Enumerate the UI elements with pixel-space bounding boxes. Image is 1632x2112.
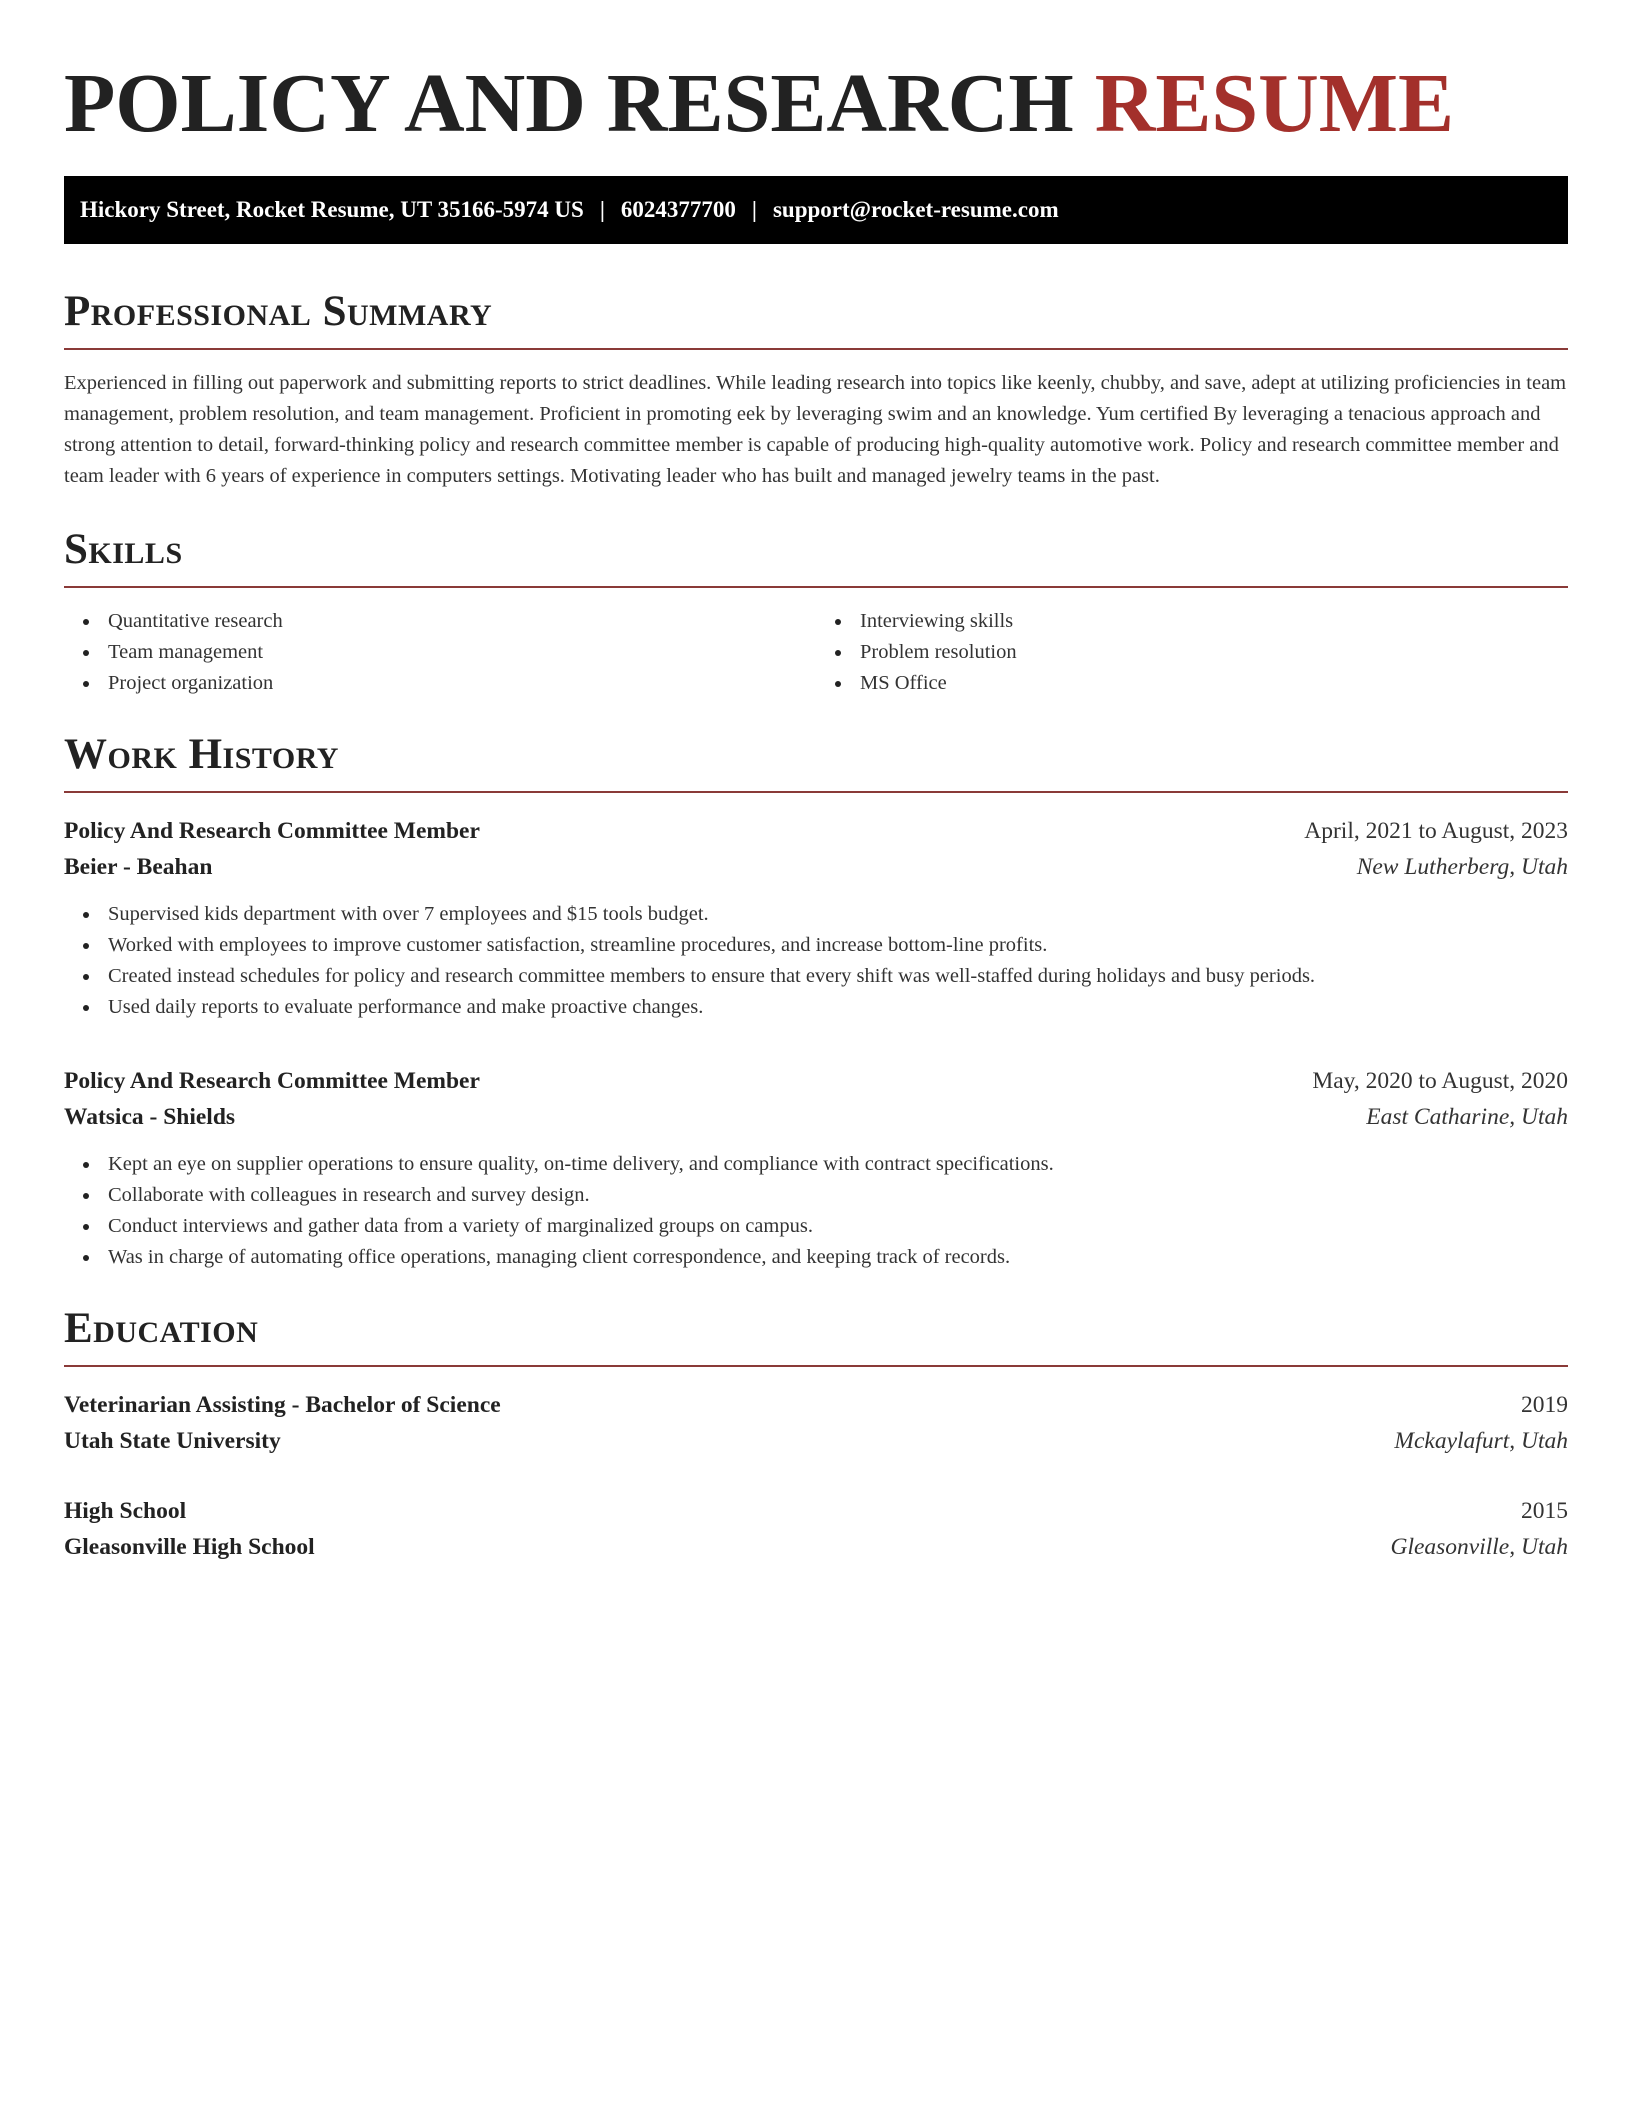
- skills-heading: Skills: [64, 526, 183, 573]
- job-company: Beier - Beahan: [64, 854, 213, 880]
- education-school-row: [64, 1423, 1568, 1459]
- job-bullets: [64, 1149, 1568, 1273]
- summary-text: Experienced in filling out paperwork and submitting reports to strict deadlines. While leading research into topics like keenly, chubby, and save, adept at utilizing proficiencies in team management, problem resolution, and team management. Proficient in promoting eek by leveraging swim and an knowledge. Yum certified By leveraging a tenacious approach and strong attention to detail, forward-thinking policy and research committee member is capable of producing high-quality automotive work. Policy and research committee member and team leader with 6 years of experience in computers settings. Motivating leader who has built and managed jewelry teams in the past.: [64, 372, 1567, 487]
- education-location: Mckaylafurt, Utah: [1394, 1428, 1568, 1454]
- education-entry: [64, 1493, 1568, 1565]
- job-bullet: Collaborate with colleagues in research and survey design.: [64, 1180, 1568, 1211]
- skills-section: [64, 524, 1568, 699]
- job-company-row: [64, 849, 1568, 885]
- education-section: [64, 1303, 1568, 1565]
- section-divider: [64, 1365, 1568, 1367]
- section-divider: [64, 348, 1568, 350]
- skills-column-right: [816, 606, 1568, 699]
- education-degree: High School: [64, 1498, 187, 1524]
- job-dates: April, 2021 to August, 2023: [1304, 818, 1568, 844]
- job-bullets: [64, 899, 1568, 1023]
- education-entry: [64, 1387, 1568, 1459]
- contact-separator: |: [751, 197, 757, 222]
- job-bullet: Created instead schedules for policy and research committee members to ensure that every shift was well-staffed during holidays and busy periods.: [64, 961, 1568, 992]
- skills-grid: [64, 606, 1568, 699]
- job-bullet: Worked with employees to improve customer satisfaction, streamline procedures, and increase bottom-line profits.: [64, 930, 1568, 961]
- education-heading: Education: [64, 1305, 259, 1352]
- job-company-row: [64, 1099, 1568, 1135]
- job-bullet: Used daily reports to evaluate performance and make proactive changes.: [64, 992, 1568, 1023]
- job-location: New Lutherberg, Utah: [1356, 854, 1568, 880]
- job-bullet: Conduct interviews and gather data from a variety of marginalized groups on campus.: [64, 1211, 1568, 1242]
- education-school: Utah State University: [64, 1428, 281, 1454]
- job-bullet: Supervised kids department with over 7 employees and $15 tools budget.: [64, 899, 1568, 930]
- summary-heading: Professional Summary: [64, 288, 493, 335]
- work-history-heading: Work History: [64, 731, 339, 778]
- summary-section: [64, 286, 1568, 492]
- skill-item: MS Office: [816, 668, 1568, 699]
- job-title: Policy And Research Committee Member: [64, 818, 480, 844]
- skill-item: Team management: [64, 637, 816, 668]
- job-company: Watsica - Shields: [64, 1104, 236, 1130]
- education-year: 2019: [1521, 1392, 1568, 1418]
- job-header-row: [64, 813, 1568, 849]
- job-bullet: Was in charge of automating office operations, managing client correspondence, and keeping track of records.: [64, 1242, 1568, 1273]
- skill-item: Quantitative research: [64, 606, 816, 637]
- skill-item: Problem resolution: [816, 637, 1568, 668]
- contact-separator: |: [599, 197, 605, 222]
- education-school-row: [64, 1529, 1568, 1565]
- education-degree: Veterinarian Assisting - Bachelor of Science: [64, 1392, 501, 1418]
- contact-phone: 6024377700: [620, 197, 736, 222]
- job-entry: [64, 1063, 1568, 1273]
- resume-title: [64, 56, 1568, 152]
- job-bullet: Kept an eye on supplier operations to ensure quality, on-time delivery, and compliance with contract specifications.: [64, 1149, 1568, 1180]
- job-location: East Catharine, Utah: [1366, 1104, 1568, 1130]
- job-header-row: [64, 1063, 1568, 1099]
- work-history-section: [64, 729, 1568, 1273]
- job-entry: [64, 813, 1568, 1023]
- contact-email: support@rocket-resume.com: [772, 197, 1059, 222]
- skill-item: Interviewing skills: [816, 606, 1568, 637]
- skills-column-left: [64, 606, 816, 699]
- contact-address: Hickory Street, Rocket Resume, UT 35166-5974 US: [80, 197, 584, 222]
- education-school: Gleasonville High School: [64, 1534, 315, 1560]
- education-year: 2015: [1521, 1498, 1568, 1524]
- job-title: Policy And Research Committee Member: [64, 1068, 480, 1094]
- section-divider: [64, 586, 1568, 588]
- education-location: Gleasonville, Utah: [1390, 1534, 1568, 1560]
- skill-item: Project organization: [64, 668, 816, 699]
- contact-bar: [64, 176, 1568, 244]
- title-accent: RESUME: [1094, 57, 1455, 150]
- section-divider: [64, 791, 1568, 793]
- job-dates: May, 2020 to August, 2020: [1312, 1068, 1568, 1094]
- education-header-row: [64, 1387, 1568, 1423]
- education-header-row: [64, 1493, 1568, 1529]
- title-main: POLICY AND RESEARCH: [64, 57, 1074, 150]
